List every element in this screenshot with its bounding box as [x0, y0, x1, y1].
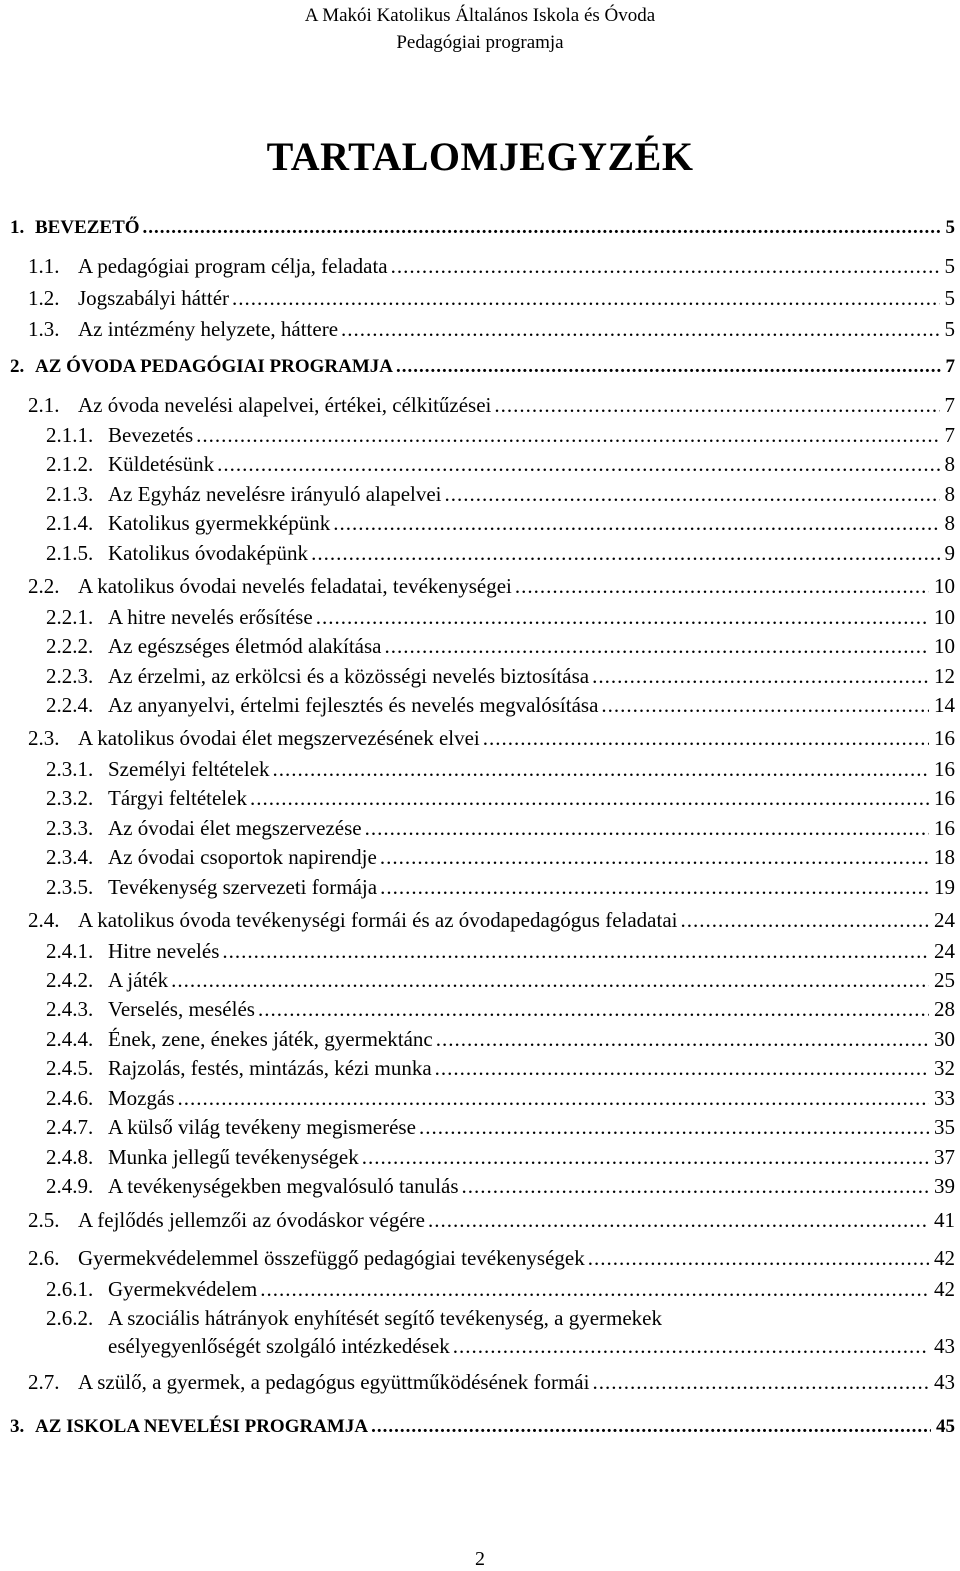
toc-leader-dots — [178, 1085, 930, 1111]
toc-entry-page: 32 — [934, 1056, 955, 1080]
toc-leader-dots — [341, 316, 939, 342]
toc-entry-title: A szülő, a gyermek, a pedagógus együttműködésének formái — [78, 1370, 590, 1394]
toc-entry-title: Személyi feltételek — [108, 757, 270, 781]
toc-entry-title: A játék — [108, 968, 169, 992]
toc-entry-title: Munka jellegű tevékenységek — [108, 1145, 359, 1169]
toc-leader-dots — [483, 725, 929, 751]
toc-entry-number: 2.3.5. — [46, 875, 94, 899]
toc-entry-number: 2.4.9. — [46, 1174, 94, 1198]
toc-entry-number: 2.1.2. — [46, 452, 94, 476]
toc-leader-dots — [391, 253, 940, 279]
toc-entry-title: Az intézmény helyzete, háttere — [78, 317, 339, 341]
toc-entry-number: 2.2.2. — [46, 634, 94, 658]
toc-entry-number: 2.4.8. — [46, 1145, 94, 1169]
toc-entry-page: 8 — [944, 511, 955, 535]
toc-entry-number: 2.4.2. — [46, 968, 94, 992]
toc-entry-title: BEVEZETŐ — [35, 217, 140, 238]
toc-entry-page: 5 — [944, 286, 955, 310]
toc-leader-dots — [171, 967, 929, 993]
toc-entry-title: A külső világ tevékeny megismerése — [108, 1115, 416, 1139]
toc-entry-title: Katolikus gyermekképünk — [108, 511, 331, 535]
toc-title: TARTALOMJEGYZÉK — [266, 134, 694, 179]
toc-entry-title: A katolikus óvoda tevékenységi formái és az óvodapedagógus feladatai — [78, 908, 678, 932]
toc-leader-dots — [515, 573, 929, 599]
toc-entry-page: 24 — [934, 939, 955, 963]
toc-leader-dots — [428, 1207, 929, 1233]
toc-entry-page: 16 — [934, 757, 955, 781]
toc-entry-number: 2.3.1. — [46, 757, 94, 781]
toc-entry-title: Az anyanyelvi, értelmi fejlesztés és nevelés megvalósítása — [108, 693, 599, 717]
toc-entry-page: 10 — [934, 574, 955, 598]
toc-entry-number: 2.6. — [28, 1246, 60, 1270]
toc-entry-page: 28 — [934, 997, 955, 1021]
toc-leader-dots — [143, 215, 941, 241]
toc-entry-title: AZ ÓVODA PEDAGÓGIAI PROGRAMJA — [35, 356, 393, 377]
toc-entry-page: 5 — [944, 317, 955, 341]
toc-entry-number: 2.3.3. — [46, 816, 94, 840]
toc-entry-page: 35 — [934, 1115, 955, 1139]
toc-entry-number: 2.1.1. — [46, 423, 94, 447]
toc-entry-number: 2.4.6. — [46, 1086, 94, 1110]
toc-leader-dots — [273, 756, 929, 782]
toc-entry-title: A katolikus óvodai nevelés feladatai, tevékenységei — [78, 574, 512, 598]
toc-entry-page: 8 — [944, 452, 955, 476]
toc-entry-title: Mozgás — [108, 1086, 175, 1110]
header-document: Pedagógiai programja — [396, 32, 564, 53]
toc-entry-title: Jogszabályi háttér — [78, 286, 230, 310]
toc-entry-number: 2.4.3. — [46, 997, 94, 1021]
toc-entry-number: 1.1. — [28, 254, 60, 278]
toc-leader-dots — [588, 1245, 929, 1271]
toc-leader-dots — [680, 907, 929, 933]
toc-entry-title: A szociális hátrányok enyhítését segítő tevékenység, a gyermekek — [108, 1306, 662, 1330]
toc-entry-number: 1.3. — [28, 317, 60, 341]
toc-entry-number: 2.2.1. — [46, 605, 94, 629]
toc-entry-title: Az óvodai élet megszervezése — [108, 816, 362, 840]
toc-entry-title: Gyermekvédelem — [108, 1277, 258, 1301]
toc-entry-page: 7 — [944, 423, 955, 447]
toc-entry-page: 30 — [934, 1027, 955, 1051]
toc-entry-title: A katolikus óvodai élet megszervezésének elvei — [78, 726, 480, 750]
toc-entry-number: 3. — [10, 1416, 25, 1437]
toc-entry-title: Az óvoda nevelési alapelvei, értékei, célkitűzései — [78, 393, 492, 417]
toc-entry-title: Az óvodai csoportok napirendje — [108, 845, 377, 869]
toc-leader-dots — [362, 1144, 929, 1170]
toc-entry-title: Hitre nevelés — [108, 939, 220, 963]
toc-leader-dots — [217, 451, 939, 477]
toc-entry-title: Az Egyház nevelésre irányuló alapelvei — [108, 482, 442, 506]
toc-leader-dots — [222, 938, 929, 964]
toc-entry-number: 2.1.3. — [46, 482, 94, 506]
toc-entry-page: 14 — [934, 693, 955, 717]
toc-entry-page: 24 — [934, 908, 955, 932]
toc-entry-number: 2.7. — [28, 1370, 60, 1394]
toc-leader-dots — [396, 354, 941, 380]
toc-entry-number: 2.6.1. — [46, 1277, 94, 1301]
toc-entry-title: Az érzelmi, az erkölcsi és a közösségi nevelés biztosítása — [108, 664, 590, 688]
toc-entry-page: 18 — [934, 845, 955, 869]
toc-leader-dots — [384, 633, 929, 659]
toc-entry-title: A tevékenységekben megvalósuló tanulás — [108, 1174, 459, 1198]
toc-entry-number: 2.2. — [28, 574, 60, 598]
toc-entry-page: 41 — [934, 1208, 955, 1232]
toc-entry-title: Tevékenység szervezeti formája — [108, 875, 378, 899]
toc-entry-page: 33 — [934, 1086, 955, 1110]
toc-entry-title: Ének, zene, énekes játék, gyermektánc — [108, 1027, 433, 1051]
toc-entry-title: A pedagógiai program célja, feladata — [78, 254, 388, 278]
toc-entry-number: 2.1.5. — [46, 541, 94, 565]
toc-entry-page: 43 — [934, 1334, 955, 1358]
toc-entry-title: Az egészséges életmód alakítása — [108, 634, 382, 658]
toc-leader-dots — [419, 1114, 929, 1140]
toc-leader-dots — [380, 874, 929, 900]
toc-entry-title: Küldetésünk — [108, 452, 215, 476]
toc-leader-dots — [462, 1173, 930, 1199]
toc-leader-dots — [435, 1055, 929, 1081]
toc-entry-page: 25 — [934, 968, 955, 992]
toc-entry-number: 2.1. — [28, 393, 60, 417]
toc-entry-number: 2.3.2. — [46, 786, 94, 810]
toc-entry-number: 2. — [10, 356, 25, 377]
toc-entry-page: 12 — [934, 664, 955, 688]
toc-leader-dots — [601, 692, 929, 718]
toc-leader-dots — [445, 481, 940, 507]
toc-entry-page: 10 — [934, 605, 955, 629]
toc-leader-dots — [250, 785, 929, 811]
toc-leader-dots — [316, 604, 929, 630]
toc-leader-dots — [311, 540, 939, 566]
toc-entry-number: 2.5. — [28, 1208, 60, 1232]
toc-leader-dots — [196, 422, 939, 448]
page-number: 2 — [475, 1548, 485, 1570]
toc-leader-dots — [592, 1369, 929, 1395]
toc-entry-title: Katolikus óvodaképünk — [108, 541, 309, 565]
toc-entry-title: Bevezetés — [108, 423, 194, 447]
toc-leader-dots — [380, 844, 929, 870]
toc-entry-title: A hitre nevelés erősítése — [108, 605, 313, 629]
toc-entry-number: 2.4. — [28, 908, 60, 932]
toc-entry-number: 2.1.4. — [46, 511, 94, 535]
toc-entry-page: 9 — [944, 541, 955, 565]
toc-entry-page: 37 — [934, 1145, 955, 1169]
toc-entry-title: Rajzolás, festés, mintázás, kézi munka — [108, 1056, 432, 1080]
toc-entry-title: Verselés, mesélés — [108, 997, 255, 1021]
toc-entry-title: Tárgyi feltételek — [108, 786, 247, 810]
toc-entry-title: Gyermekvédelemmel összefüggő pedagógiai tevékenységek — [78, 1246, 585, 1270]
toc-leader-dots — [333, 510, 939, 536]
toc-entry-number: 2.6.2. — [46, 1306, 94, 1330]
toc-entry-page: 8 — [944, 482, 955, 506]
toc-entry-page: 16 — [934, 726, 955, 750]
toc-entry-page: 42 — [934, 1246, 955, 1270]
toc-entry-number: 2.4.5. — [46, 1056, 94, 1080]
toc-entry-number: 2.4.4. — [46, 1027, 94, 1051]
toc-entry-page: 5 — [945, 217, 955, 238]
toc-leader-dots — [494, 392, 939, 418]
toc-entry-number: 2.4.7. — [46, 1115, 94, 1139]
toc-entry-number: 1.2. — [28, 286, 60, 310]
toc-entry-number: 2.3. — [28, 726, 60, 750]
toc-entry-page: 42 — [934, 1277, 955, 1301]
toc-entry-title: A fejlődés jellemzői az óvodáskor végére — [78, 1208, 425, 1232]
toc-entry-number: 2.3.4. — [46, 845, 94, 869]
toc-leader-dots — [258, 996, 929, 1022]
toc-entry-page: 7 — [945, 356, 955, 377]
toc-leader-dots — [232, 285, 939, 311]
header-institution: A Makói Katolikus Általános Iskola és Óvoda — [304, 5, 656, 26]
toc-entry-page: 5 — [944, 254, 955, 278]
toc-entry-page: 39 — [934, 1174, 955, 1198]
toc-entry-number: 2.2.3. — [46, 664, 94, 688]
toc-entry-number: 1. — [10, 217, 25, 238]
toc-entry-page: 45 — [936, 1416, 955, 1437]
toc-entry-page: 16 — [934, 786, 955, 810]
toc-entry-title: AZ ISKOLA NEVELÉSI PROGRAMJA — [35, 1416, 369, 1437]
toc-leader-dots — [592, 663, 929, 689]
toc-entry-page: 10 — [934, 634, 955, 658]
toc-entry-number: 2.4.1. — [46, 939, 94, 963]
toc-leader-dots — [453, 1333, 929, 1359]
toc-entry-title-continued: esélyegyenlőségét szolgáló intézkedések — [108, 1334, 450, 1358]
toc-leader-dots — [371, 1414, 931, 1440]
toc-entry-page: 19 — [934, 875, 955, 899]
toc-leader-dots — [260, 1276, 929, 1302]
toc-leader-dots — [365, 815, 929, 841]
toc-entry-page: 16 — [934, 816, 955, 840]
toc-entry-number: 2.2.4. — [46, 693, 94, 717]
toc-entry-page: 7 — [944, 393, 955, 417]
toc-leader-dots — [436, 1026, 929, 1052]
toc-entry-page: 43 — [934, 1370, 955, 1394]
